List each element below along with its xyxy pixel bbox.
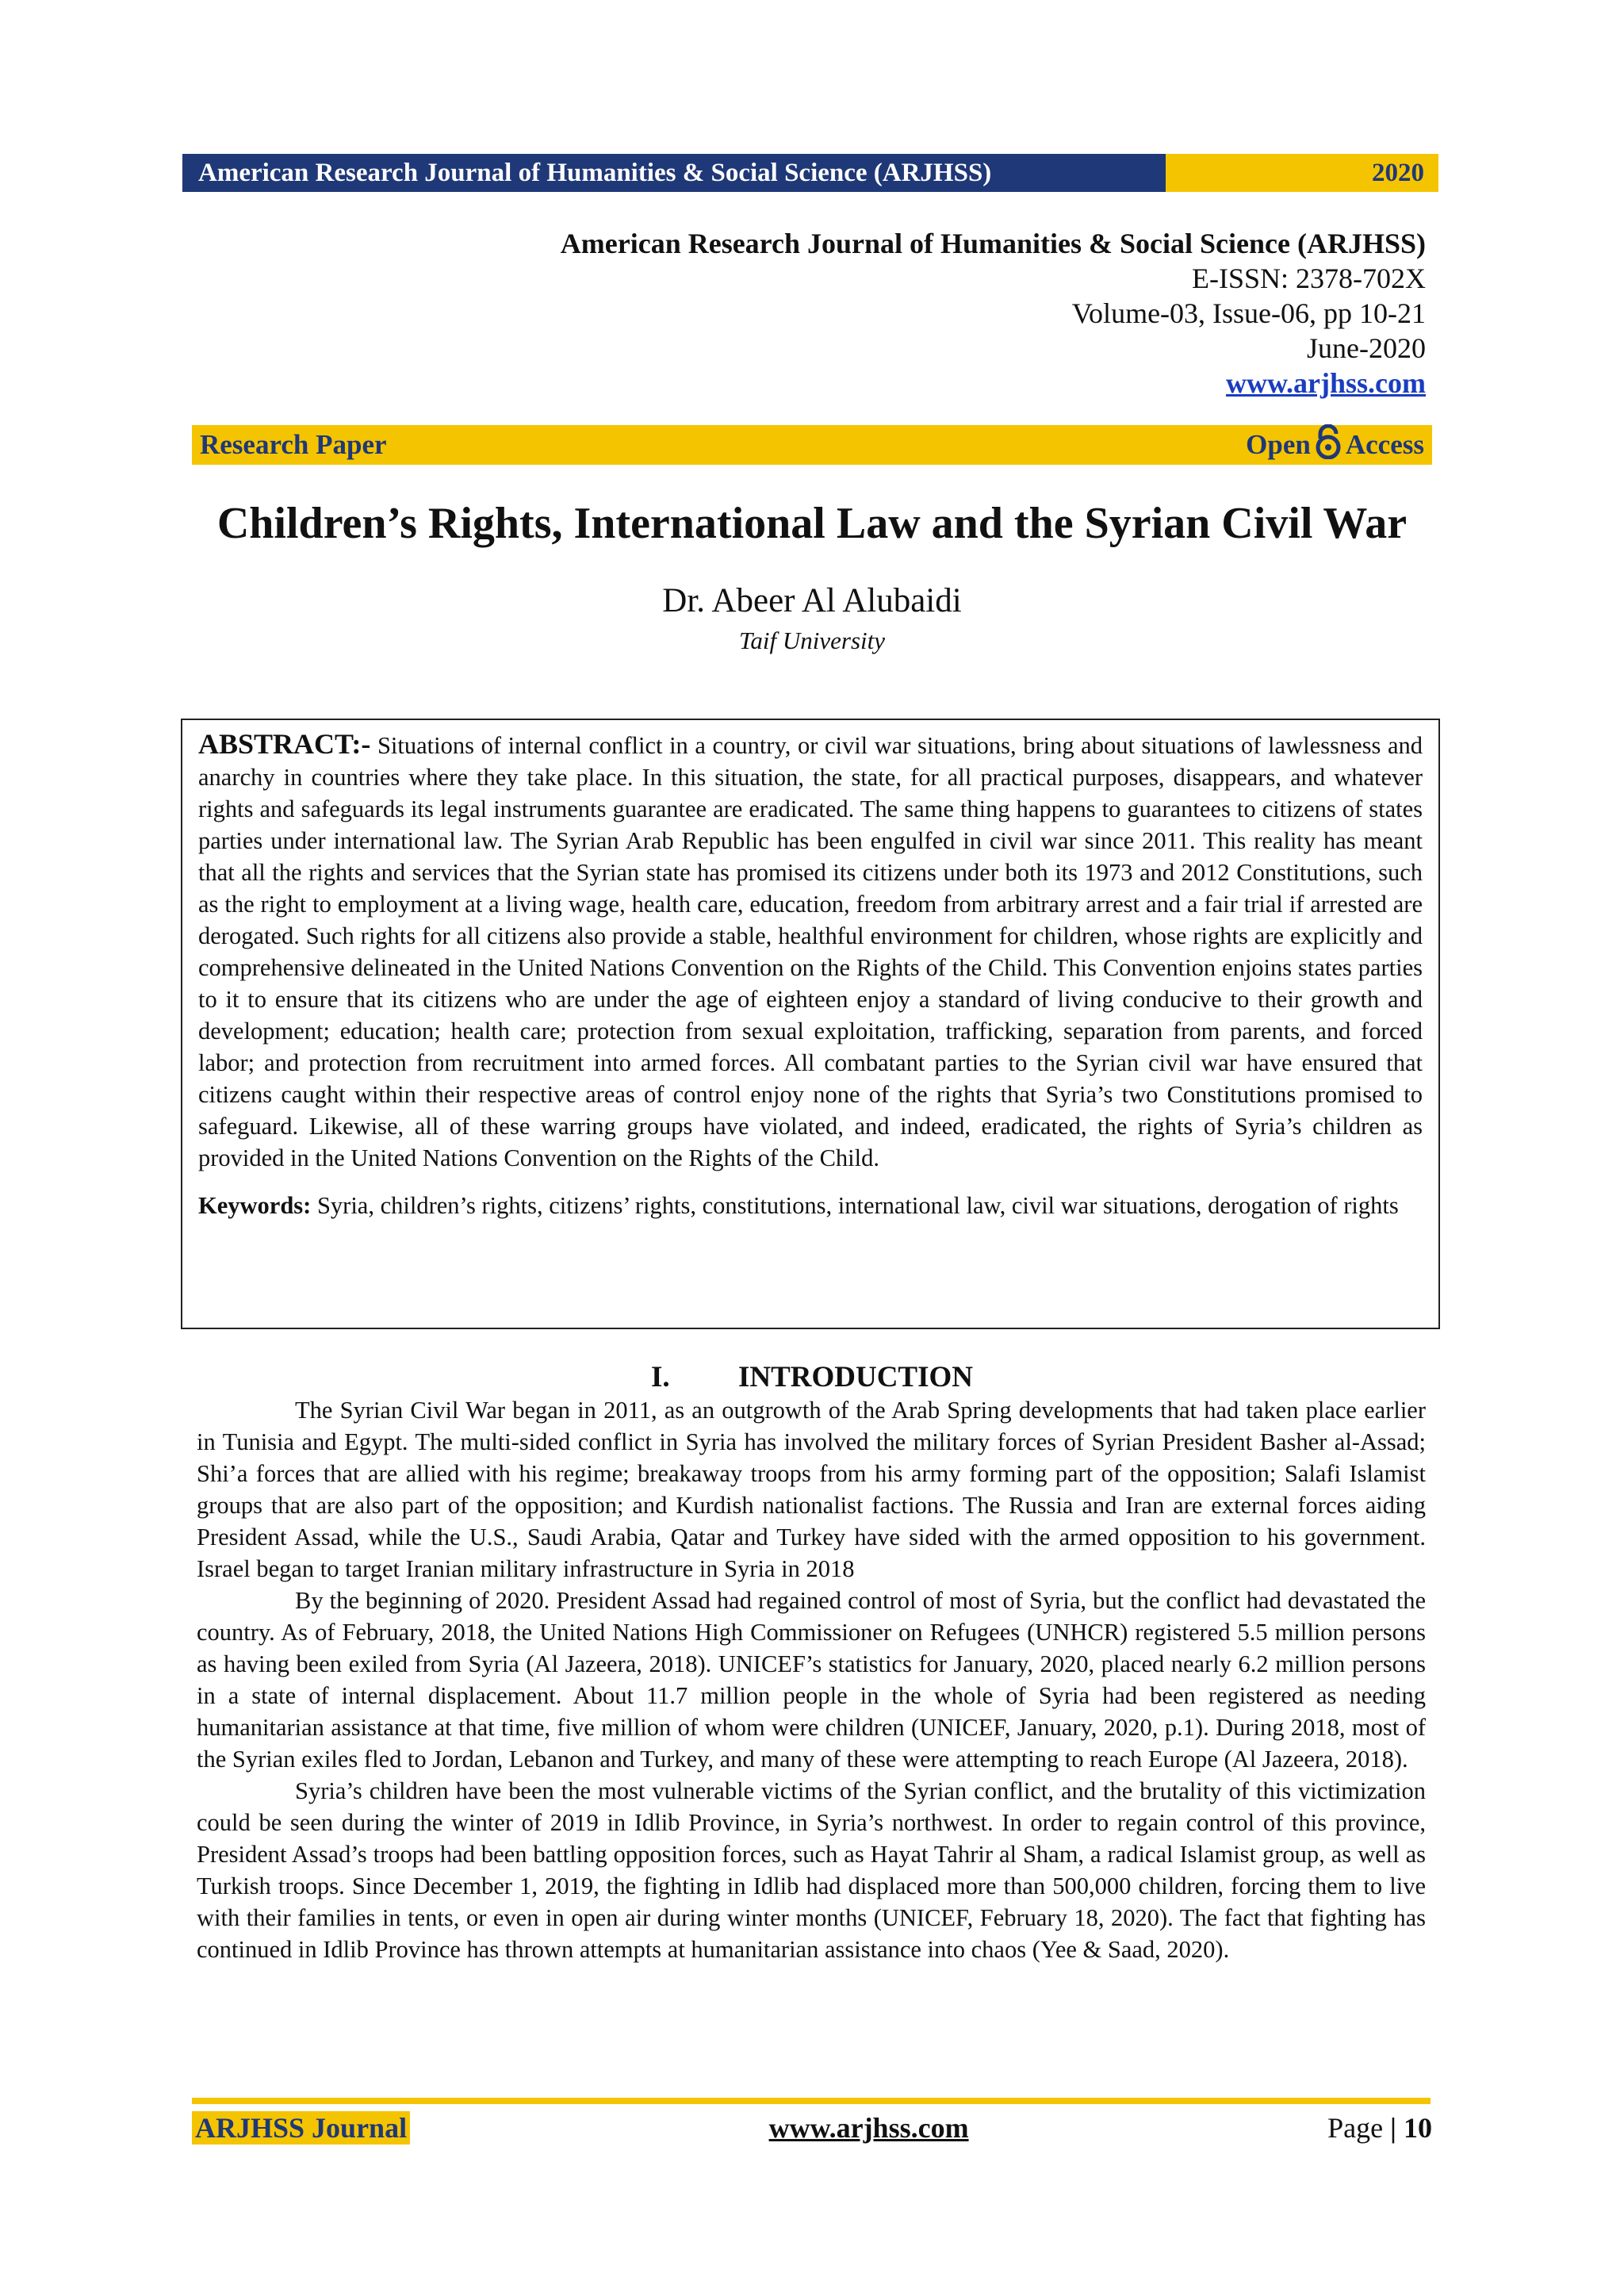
body-paragraph: Syria’s children have been the most vulnerable victims of the Syrian conflict, and the brutality of this victimization could be seen during the winter of 2019 in Idlib Province, in Syria’s northwest. In order to regain control of this province, President Assad’s troops had been battling opposition forces, such as Hayat Tahrir al Sham, a radical Islamist group, as well as Turkish troops. Since December 1, 2019, the fighting in Idlib had displaced more than 500,000 children, forcing them to live with their families in tents, or even in open air during winter months (UNICEF, February 18, 2020). The fact that fighting has continued in Idlib Province has thrown attempts at humanitarian assistance into chaos (Yee & Saad, 2020). [197, 1777, 1426, 1963]
body-paragraph: The Syrian Civil War began in 2011, as an outgrowth of the Arab Spring developments that had taken place earlier in Tunisia and Egypt. The multi-sided conflict in Syria has involved the military forces of Syrian President Basher al-Assad; Shi’a forces that are allied with his regime; breakaway troops from his army forming part of the opposition; Salafi Islamist groups that are also part of the opposition; and Kurdish nationalist factions. The Russia and Iran are external forces aiding President Assad, while the U.S., Saudi Arabia, Qatar and Turkey have sided with the armed opposition to his government. Israel began to target Iranian military infrastructure in Syria in 2018 [197, 1397, 1426, 1582]
open-access-icon [1312, 424, 1344, 456]
paper-type-label: Research Paper [200, 429, 387, 460]
body-paragraph: By the beginning of 2020. President Assad had regained control of most of Syria, but the conflict had devastated the country. As of February, 2018, the United Nations High Commissioner on Refugees (UNHCR) registered 5.5 million persons as having been exiled from Syria (Al Jazeera, 2018). UNICEF’s statistics for January, 2020, placed nearly 6.2 million persons in a state of internal displacement. About 11.7 million people in the whole of Syria had been registered as needing humanitarian assistance at that time, five million of whom were children (UNICEF, January, 2020, p.1). During 2018, most of the Syrian exiles fled to Jordan, Lebanon and Turkey, and many of these were attempting to reach Europe (Al Jazeera, 2018). [197, 1587, 1426, 1773]
author-name: Dr. Abeer Al Alubaidi [662, 582, 962, 619]
abstract-paragraph [198, 728, 1423, 1174]
section-title: INTRODUCTION [737, 1361, 974, 1393]
abstract-label: ABSTRACT:- [198, 728, 371, 760]
running-header-year: 2020 [1166, 154, 1438, 192]
keywords-text: Syria, children’s rights, citizens’ rights, constitutions, international law, civil war situations, derogation of rights [316, 1192, 1399, 1219]
abstract-text: Situations of internal conflict in a country, or civil war situations, bring about situations of lawlessness and anarchy in countries where they take place. In this situation, the state, for all practical purposes, disappears, and whatever rights and safeguards its legal instruments guarantee are eradicated. The same thing happens to guarantees to citizens of states parties under international law. The Syrian Arab Republic has been engulfed in civil war since 2011. This reality has meant that all the rights and services that the Syrian state has promised its citizens under both its 1973 and 2012 Constitutions, such as the right to employment at a living wage, health care, education, freedom from arbitrary arrest and a fair trial if arrested are derogated. Such rights for all citizens also provide a stable, healthful environment for children, whose rights are explicitly and comprehensive delineated in the United Nations Convention on the Rights of the Child. This Convention enjoins states parties to it to ensure that its citizens who are under the age of eighteen enjoy a standard of living conducive to their growth and development; education; health care; protection from sexual exploitation, trafficking, separation from parents, and forced labor; and protection from recruitment into armed forces. All combatant parties to the Syrian civil war have ensured that citizens caught within their respective areas of control enjoy none of the rights that Syria’s two Constitutions promised to safeguard. Likewise, all of these warring groups have violated, and indeed, eradicated, the rights of Syria’s children as provided in the United Nations Convention on the Rights of the Child. [198, 732, 1423, 1171]
footer-url-link[interactable]: www.arjhss.com [768, 2112, 969, 2144]
paper-type-bar [192, 425, 1432, 465]
page-number: 10 [1403, 2112, 1432, 2144]
running-header [182, 154, 1438, 192]
journal-info [561, 226, 1426, 401]
abstract-box [181, 719, 1440, 1329]
journal-volume: Volume-03, Issue-06, pp 10-21 [1071, 297, 1426, 329]
keywords-paragraph [198, 1190, 1423, 1221]
footer-divider [192, 2098, 1431, 2104]
section-heading-introduction [0, 1360, 1624, 1394]
journal-eissn: E-ISSN: 2378-702X [1192, 263, 1426, 294]
keywords-label: Keywords: [198, 1192, 312, 1219]
section-number: I. [650, 1361, 670, 1393]
running-header-journal: American Research Journal of Humanities & Social Science (ARJHSS) [182, 154, 1166, 192]
paper-title: Children’s Rights, International Law and the Syrian Civil War [216, 499, 1408, 548]
author-affiliation: Taif University [738, 627, 885, 654]
access-label: Access [1345, 429, 1424, 460]
open-access-badge [1246, 429, 1424, 461]
footer-journal: ARJHSS Journal [192, 2111, 410, 2145]
journal-url-link[interactable]: www.arjhss.com [1226, 367, 1426, 399]
open-label: Open [1246, 429, 1311, 460]
journal-date: June-2020 [1307, 332, 1426, 364]
page-footer [192, 2110, 1432, 2146]
journal-name: American Research Journal of Humanities & Social Science (ARJHSS) [560, 228, 1426, 259]
page-label: Page [1327, 2112, 1384, 2144]
introduction-body [197, 1394, 1426, 1965]
footer-page [1327, 2111, 1432, 2145]
page-separator: | [1390, 2112, 1396, 2144]
